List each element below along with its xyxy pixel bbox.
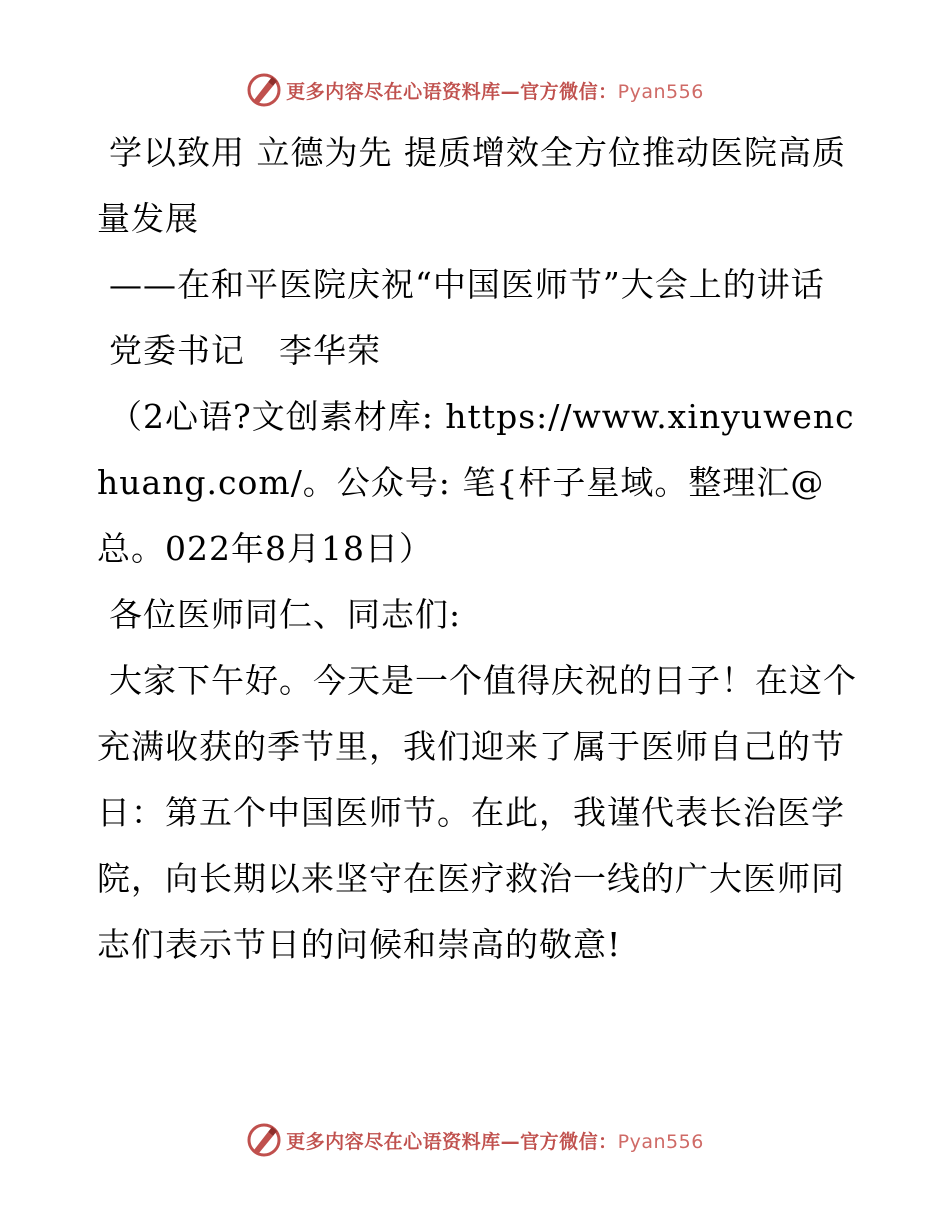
salutation: 各位医师同仁、同志们: [109,595,462,634]
banner-text: 更多内容尽在心语资料库—官方微信：Pyan556 [286,80,704,103]
pen-logo-icon [246,1122,282,1158]
subtitle: ——在和平医院庆祝“中国医师节”大会上的讲话 [109,265,825,304]
banner-handle: Pyan556 [617,80,704,103]
pen-logo-icon [246,72,282,108]
body-paragraph: 大家下午好。今天是一个值得庆祝的日子！在这个充满收获的季节里，我们迎来了属于医师自己的节日：第五个中国医师节。在此，我谨代表长治医学院，向长期以来坚守在医疗救治一线的广大医师同志们表示节日的问候和崇高的敬意! [97,661,857,964]
footer-banner [0,1118,950,1162]
title: 学以致用 立德为先 提质增效全方位推动医院高质量发展 [97,133,846,238]
document-body [97,120,857,978]
banner-handle: Pyan556 [617,1130,704,1153]
author-line: 党委书记 李华荣 [109,331,381,370]
banner-text: 更多内容尽在心语资料库—官方微信：Pyan556 [286,1130,704,1153]
header-banner [0,68,950,112]
source-note: （2心语?文创素材库: https://www.xinyuwenchuang.com/。公众号: 笔{杆子星域。整理汇@总。022年8月18日） [97,397,855,568]
